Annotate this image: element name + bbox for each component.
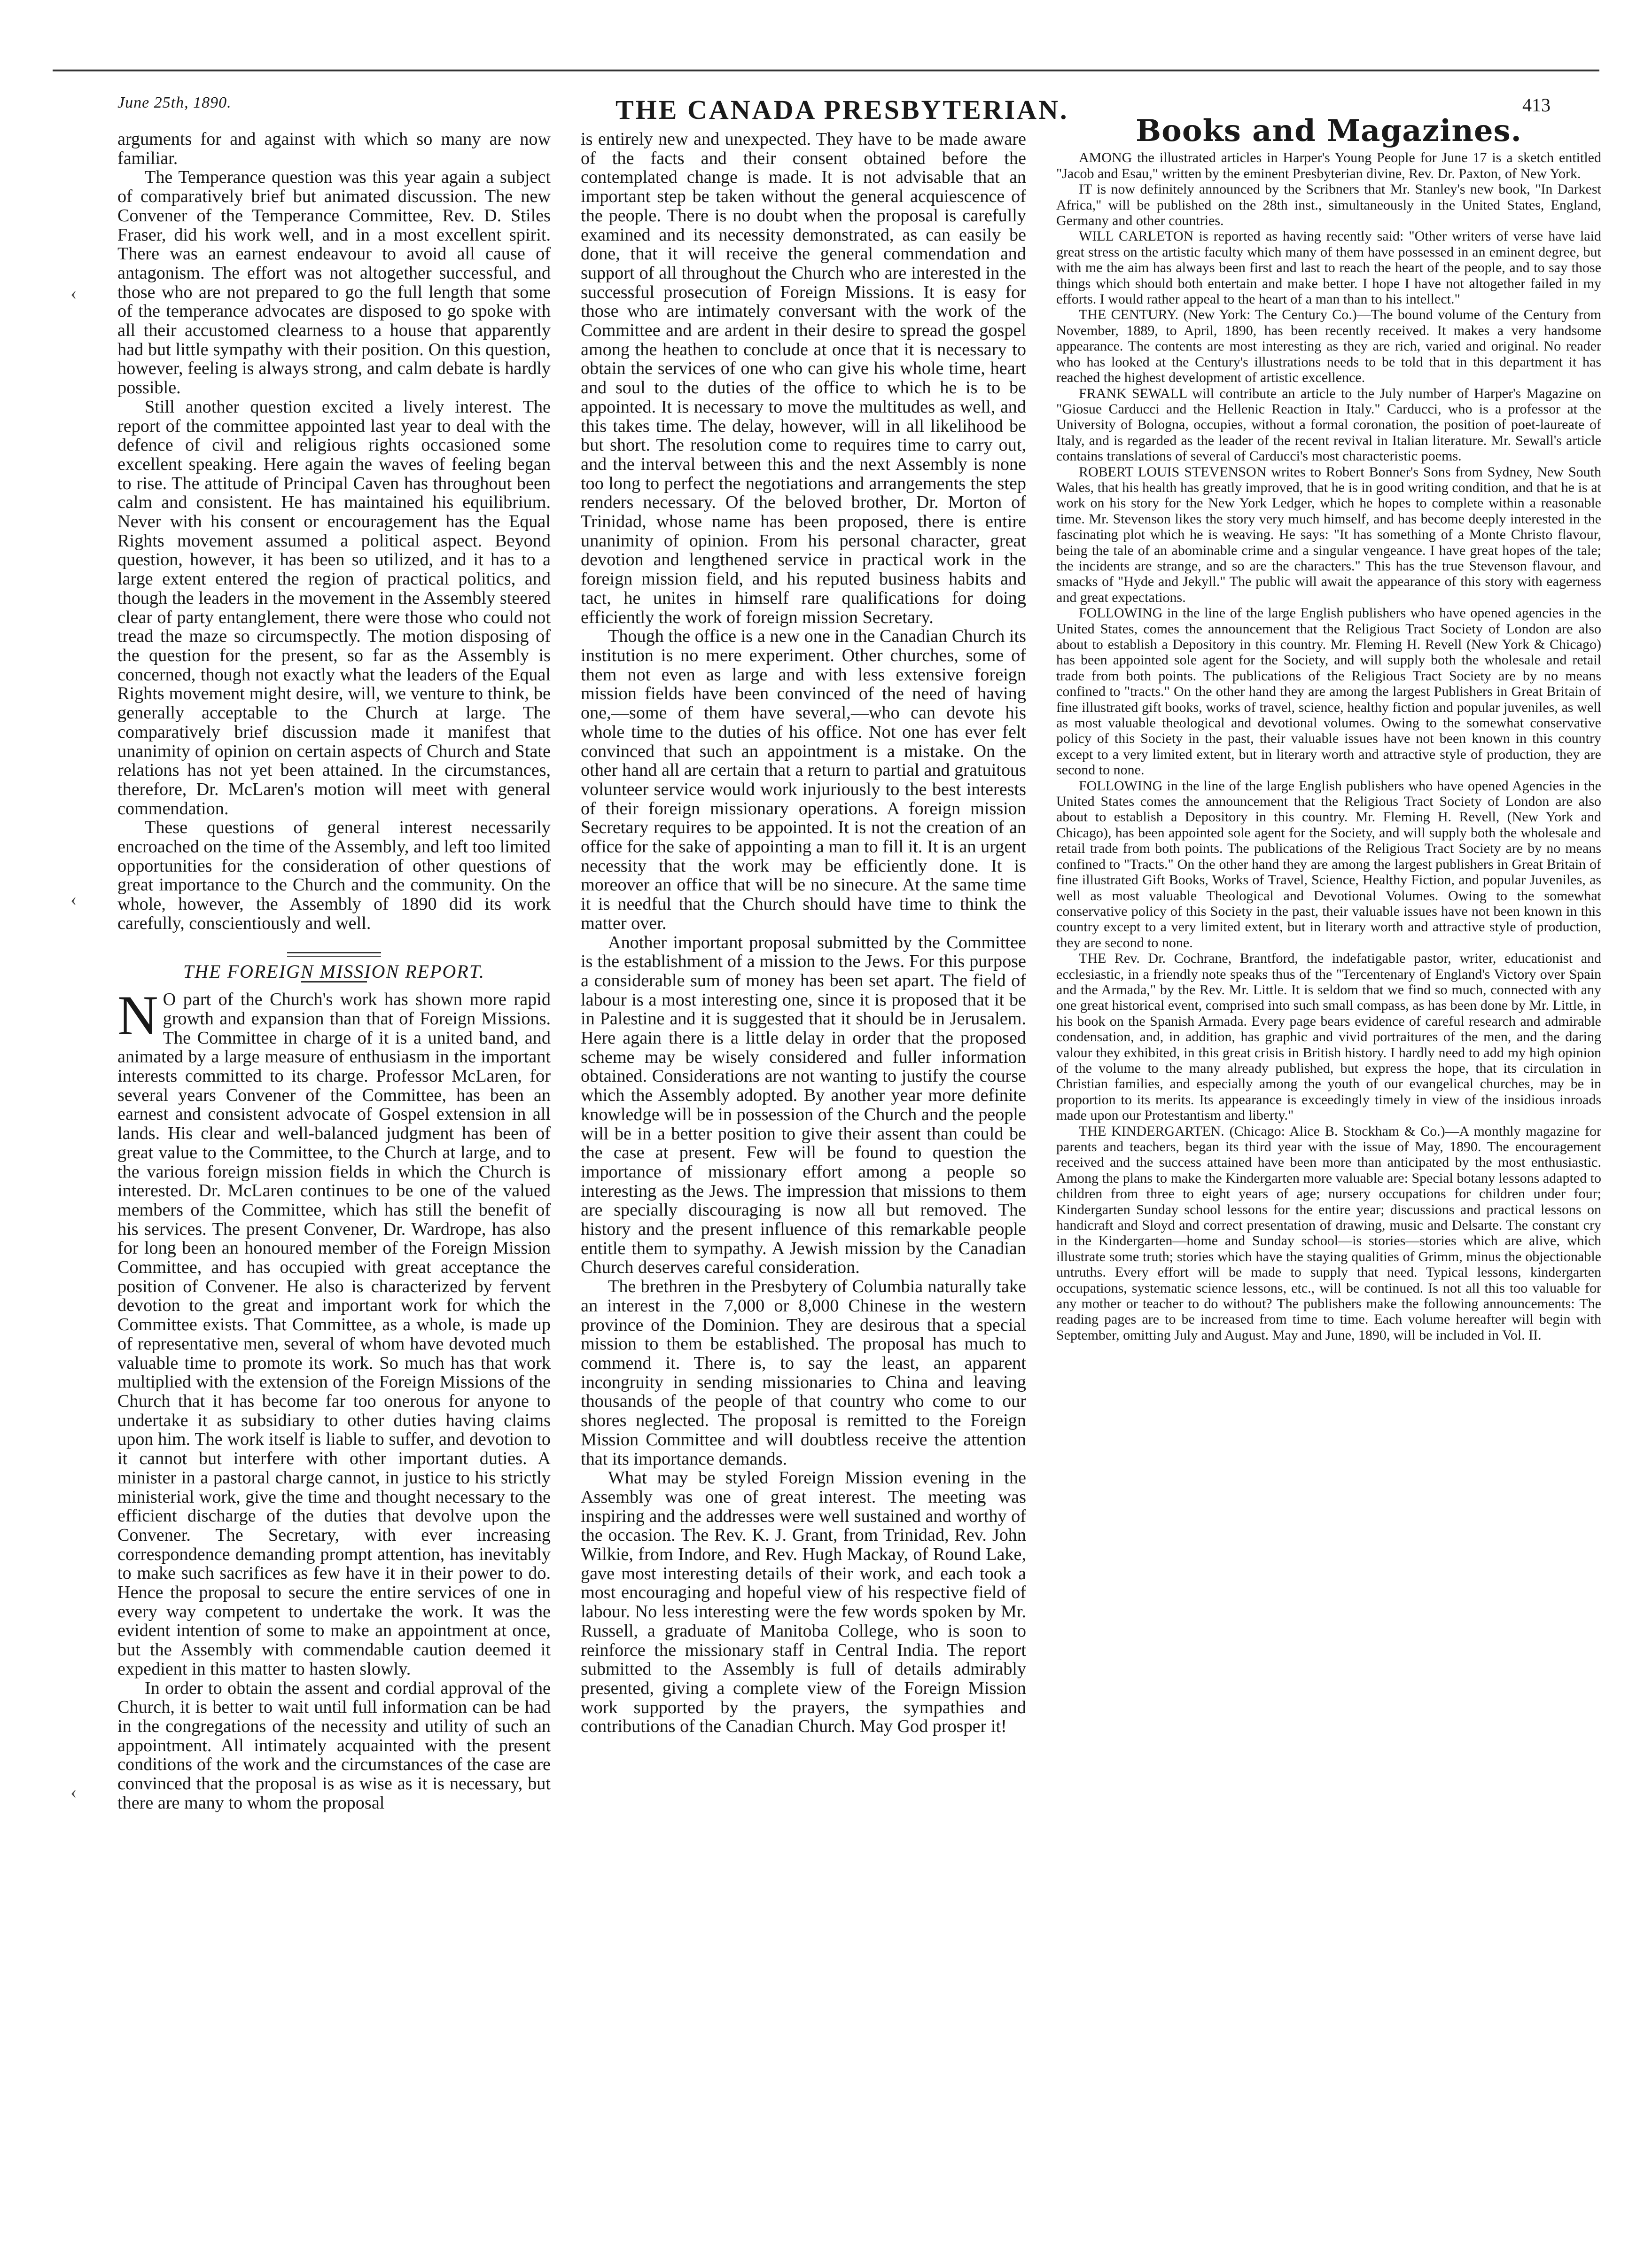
column-2 (581, 130, 1026, 1736)
review-item: FRANK SEWALL will contribute an article to the July number of Harper's Magazine on "Giosue Carducci and the Hellenic Reaction in Italy." Carducci, who is a professor at the University of Bologna, occupies, without a formal coronation, the position of poet-laureate of Italy, and is regarded as the leader of the recent revival in Italian literature. Mr. Sewall's article contains translations of several of Carducci's most characteristic poems. (1056, 385, 1601, 464)
review-item: FOLLOWING in the line of the large English publishers who have opened agencies in the United States, comes the announcement that the Religious Tract Society of London are also about to establish a Depository in this country. Mr. Fleming H. Revell (New York & Chicago) has been appointed sole agent for the Society, and will supply both the wholesale and retail trade from both points. The publications of the Religious Tract Society are by no means confined to "tracts." On the other hand they are among the largest Publishers in Great Britain of fine illustrated gift books, works of travel, science, healthy fiction and popular juveniles, as well as most valuable theological and devotional volumes. Owing to the somewhat conservative policy of this Society in the past, their valuable issues have not been known in this country except to a very limited extent, but in literary worth and attractive style of production, they are second to none. (1056, 605, 1601, 778)
review-item: AMONG the illustrated articles in Harper's Young People for June 17 is a sketch entitled "Jacob and Esau," written by the eminent Presbyterian divine, Rev. Dr. Paxton, of New York. (1056, 150, 1601, 181)
column-1 (117, 130, 551, 1812)
margin-mark: ‹ (70, 282, 77, 304)
margin-mark: ‹ (70, 1781, 77, 1802)
paragraph: Though the office is a new one in the Canadian Church its institution is no mere experiment. Other churches, some of them not even as large and with less extensive foreign mission fields have been convinced of the need of having one,—some of them have several,—who can devote his whole time to the duties of his office. Not one has ever felt convinced that such an appointment is a mistake. On the other hand all are certain that a return to partial and gratuitous volunteer service would work injuriously to the best interests of their foreign missionary operations. A foreign mission Secretary requires to be appointed. It is not the creation of an office for the sake of appointing a man to fill it. It is an urgent necessity that the work may be efficiently done. It is moreover an office that will be no sinecure. At the same time it is needful that the Church should have time to think the matter over. (581, 626, 1026, 933)
section-heading: Books and Magazines. (1136, 113, 1522, 148)
paragraph (117, 984, 551, 1679)
paragraph-text: O part of the Church's work has shown more rapid growth and expansion than that of Foreign Missions. The Committee in charge of it is a united band, and animated by a large measure of enthusiasm in the important interests committed to its charge. Professor McLaren, for several years Convener of the Committee, has been an earnest and consistent advocate of Gospel extension in all lands. His clear and well-balanced judgment has been of great value to the Committee, to the Church at large, and to the various foreign mission fields in which the Church is interested. Dr. McLaren continues to be one of the valued members of the Committee, which has still the benefit of his services. The present Convener, Dr. Wardrope, has also for long been an honoured member of the Foreign Mission Committee, and has occupied with great acceptance the position of Convener. He also is characterized by fervent devotion to the great and important work for which the Committee exists. That Committee, as a whole, is made up of representative men, several of whom have devoted much valuable time to promote its work. So much has that work multiplied with the extension of the Foreign Missions of the Church that it has become far too onerous for anyone to undertake it as subsidiary to other duties having claims upon him. The work itself is liable to suffer, and devotion to it cannot but interfere with other important duties. A minister in a pastoral charge cannot, in justice to his strictly ministerial work, give the time and thought necessary to the efficient discharge of the duties that devolve upon the Convener. The Secretary, with ever increasing correspondence demanding prompt attention, has inevitably to make such sacrifices as few have it in their power to do. Hence the proposal to secure the entire services of one in every way competent to undertake the work. It was the evident intention of some to make an appointment at once, but the Assembly with commendable caution deemed it expedient in this matter to hasten slowly. (117, 990, 551, 1679)
paragraph: What may be styled Foreign Mission evening in the Assembly was one of great interest. The meeting was inspiring and the addresses were well sustained and worthy of the occasion. The Rev. K. J. Grant, from Trinidad, Rev. John Wilkie, from Indore, and Rev. Hugh Mackay, of Round Lake, gave most interesting details of their work, and each took a most encouraging and hopeful view of his respective field of labour. No less interesting were the few words spoken by Mr. Russell, a graduate of Manitoba College, who is soon to reinforce the missionary staff in Central India. The report submitted to the Assembly is full of details admirably presented, giving a complete view of the Foreign Mission work supported by the prayers, the sympathies and contributions of the Canadian Church. May God prosper it! (581, 1468, 1026, 1737)
review-item: THE KINDERGARTEN. (Chicago: Alice B. Stockham & Co.)—A monthly magazine for parents and teachers, began its third year with the issue of May, 1890. The encouragement received and the success attained have been more than anticipated by the most enthusiastic. Among the plans to make the Kindergarten more valuable are: Special botany lessons adapted to children from three to eight years of age; nursery occupations for children under four; Kindergarten Sunday school lessons for the entire year; discussions and practical lessons on handicraft and Sloyd and correct presentation of drawing, music and Delsarte. The constant cry in the Kindergarten—home and Sunday school—is stories—stories which are alive, which illustrate some truth; stories which have the staying qualities of Grimm, minus the objectionable untruths. Every effort will be made to supply that need. Typical lessons, kindergarten occupations, systematic science lessons, etc., will be continued. Is not all this too valuable for any mother or teacher to do without? The publishers make the following announcements: The reading pages are to be increased from time to time. Each volume hereafter will begin with September, omitting July and August. May and June, 1890, will be included in Vol. II. (1056, 1123, 1601, 1343)
top-rule (53, 70, 1599, 71)
margin-mark: ‹ (70, 889, 77, 910)
column-3 (1056, 113, 1601, 1343)
review-item: FOLLOWING in the line of the large English publishers who have opened Agencies in the United States comes the announcement that the Religious Tract Society of London are also about to establish a Depository in this country. Mr. Fleming H. Revell, (New York and Chicago), has been appointed sole agent for the Society, and will supply both the wholesale and retail trade from both points. The publications of the Religious Tract Society are by no means confined to "Tracts." On the other hand they are among the largest publishers in Great Britain of fine illustrated Gift Books, Works of Travel, Science, Healthy Fiction, and popular Juveniles, as well as most valuable Theological and Devotional Volumes. Owing to the somewhat conservative policy of this Society in the past, their valuable issues have not been known in this country except to a very limited extent, but in literary worth and attractive style of production, they are second to none. (1056, 778, 1601, 951)
paragraph: These questions of general interest necessarily encroached on the time of the Assembly, and left too limited opportunities for the consideration of other questions of great importance to the Church and the community. On the whole, however, the Assembly of 1890 did its work carefully, conscientiously and well. (117, 818, 551, 933)
review-item: ROBERT LOUIS STEVENSON writes to Robert Bonner's Sons from Sydney, New South Wales, that his health has greatly improved, that he is in good writing condition, and that he is at work on his story for the New York Ledger, which he hopes to complete within a reasonable time. Mr. Stevenson likes the story very much himself, and has become deeply interested in the fascinating plot which he is weaving. He says: "It has something of a Monte Christo flavour, being the tale of an abominable crime and a singular vengeance. I have great hopes of the tale; the incidents are strange, and so are the characters." This has the true Stevenson flavour, and smacks of "Hyde and Jekyll." The public will await the appearance of this story with eagerness and great expectations. (1056, 464, 1601, 605)
review-item: IT is now definitely announced by the Scribners that Mr. Stanley's new book, "In Darkest Africa," will be published on the 28th inst., simultaneously in the United States, England, Germany and other countries. (1056, 181, 1601, 229)
review-item: THE CENTURY. (New York: The Century Co.)—The bound volume of the Century from November, 1889, to April, 1890, has been recently received. It makes a very handsome appearance. The contents are most interesting as they are rich, varied and original. No reader who has looked at the Century's illustrations needs to be told that in this department it has reached the highest development of artistic excellence. (1056, 307, 1601, 386)
paragraph: arguments for and against with which so many are now familiar. (117, 129, 551, 168)
drop-cap: N (117, 984, 158, 1047)
page-number: 413 (1522, 94, 1551, 116)
review-item: THE Rev. Dr. Cochrane, Brantford, the indefatigable pastor, writer, educationist and ecclesiastic, in a friendly note speaks thus of the "Tercentenary of England's Victory over Spain and the Armada," by the Rev. Mr. Little. It is seldom that we find so much, connected with any one great historical event, comprised into such small compass, as has been done by Mr. Little, in his book on the Spanish Armada. Every page bears evidence of careful research and admirable condensation, and, in addition, has graphic and vivid portraitures of the men, and the daring valour they exhibited, in this great crisis in British history. I hardly need to add my high opinion of the volume to the many already published, but express the hope, that its circulation in Christian families, and especially among the youth of our evangelical churches, may be in proportion to its merits. Its appearance is exceedingly timely in view of the insidious inroads made upon our Protestantism and liberty." (1056, 951, 1601, 1123)
section-title: THE FOREIGN MISSION REPORT. (183, 960, 485, 982)
paragraph: is entirely new and unexpected. They have to be made aware of the facts and their consent obtained before the contemplated change is made. It is not advisable that an important step be taken without the general acquiescence of the people. There is no doubt when the proposal is carefully examined and its necessity demonstrated, as can easily be done, that it will receive the general commendation and support of all throughout the Church who are interested in the successful prosecution of Foreign Missions. It is easy for those who are intimately conversant with the work of the Committee and are ardent in their desire to spread the gospel among the heathen to conclude at once that it is necessary to obtain the services of one who can give his whole time, heart and soul to the duties of the office to which he is to be appointed. It is necessary to move the multitudes as well, and this takes time. The delay, however, will in all likelihood be but short. The resolution come to requires time to carry out, and the interval between this and the next Assembly is none too long to perfect the negotiations and arrangements the step renders necessary. Of the beloved brother, Dr. Morton of Trinidad, whose name has been proposed, there is entire unanimity of opinion. From his personal character, great devotion and lengthened service in practical work in the foreign mission field, and his reputed business habits and tact, he unites in himself rare qualifications for doing efficiently the work of foreign mission Secretary. (581, 129, 1026, 627)
paragraph: Still another question excited a lively interest. The report of the committee appointed last year to deal with the defence of civil and religious rights occasioned some excellent speaking. Here again the waves of feeling began to rise. The attitude of Principal Caven has throughout been calm and consistent. He has maintained his equilibrium. Never with his consent or encouragement has the Equal Rights movement assumed a political aspect. Beyond question, however, it has been so utilized, and it has to a large extent entered the region of practical politics, and though the leaders in the movement in the Assembly steered clear of party entanglement, there were those who could not tread the maze so circumspectly. The motion disposing of the question for the present, so far as the Assembly is concerned, though not exactly what the leaders of the Equal Rights movement might desire, will, we venture to think, be generally acceptable to the Church at large. The comparatively brief discussion made it manifest that unanimity of opinion on certain aspects of Church and State relations has not yet been attained. In the circumstances, therefore, Dr. McLaren's motion will meet with general commendation. (117, 397, 551, 819)
paragraph: The brethren in the Presbytery of Columbia naturally take an interest in the 7,000 or 8,000 Chinese in the western province of the Dominion. They are desirous that a special mission to them be established. The proposal has much to commend it. There is, to say the least, an apparent incongruity in sending missionaries to China and leaving thousands of the people of that country who come to our shores neglected. The proposal is remitted to the Foreign Mission Committee and will doubtless receive the attention that its importance demands. (581, 1277, 1026, 1469)
paragraph: Another important proposal submitted by the Committee is the establishment of a mission to the Jews. For this purpose a considerable sum of money has been set apart. The field of labour is a most interesting one, since it is proposed that it be in Palestine and it is suggested that it should be in Jerusalem. Here again there is a little delay in order that the proposed scheme may be wisely considered and fuller information obtained. Considerations are not wanting to justify the course which the Assembly adopted. By another year more definite knowledge will be in possession of the Church and the people will be in a better position to give their assent than could be the case at present. Few will be found to question the importance of missionary effort among a people so interesting as the Jews. The impression that missions to them are specially discouraging is now all but removed. The history and the present influence of this remarkable people entitle them to sympathy. A Jewish mission by the Canadian Church deserves careful consideration. (581, 932, 1026, 1278)
paragraph: In order to obtain the assent and cordial approval of the Church, it is better to wait until full information can be had in the congregations of the necessity and utility of such an appointment. All intimately acquainted with the present conditions of the work and the circumstances of the case are convinced that the proposal is as wise as it is necessary, but there are many to whom the proposal (117, 1678, 551, 1813)
issue-date: June 25th, 1890. (117, 94, 232, 111)
review-item: WILL CARLETON is reported as having recently said: "Other writers of verse have laid great stress on the artistic faculty which many of them have possessed in an eminent degree, but with me the aim has always been first and last to reach the heart of the people, and to say those things which should both entertain and make better. I hope I have not altogether failed in my efforts. I would rather appeal to the heart of a man than to his intellect." (1056, 228, 1601, 307)
section-divider (287, 952, 381, 957)
masthead-title: THE CANADA PRESBYTERIAN. (616, 94, 1069, 125)
paragraph: The Temperance question was this year again a subject of comparatively brief but animated discussion. The new Convener of the Temperance Committee, Rev. D. Stiles Fraser, did his work well, and in a most excellent spirit. There was an earnest endeavour to avoid all cause of antagonism. The effort was not altogether successful, and those who are not prepared to go the full length that some of the temperance advocates are disposed to go spoke with all their accustomed clearness to a house that apparently had but little sympathy with their position. On this question, however, feeling is always strong, and calm debate is hardly possible. (117, 167, 551, 398)
